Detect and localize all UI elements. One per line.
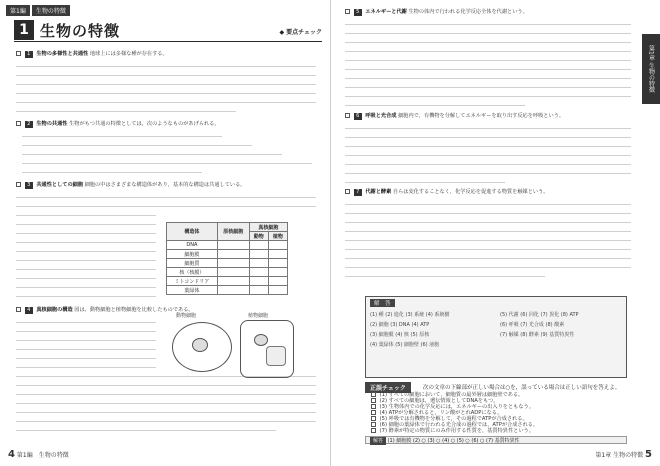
table-header: 動物 bbox=[249, 232, 268, 241]
section-number: 3 bbox=[25, 182, 33, 189]
text-line bbox=[345, 249, 631, 250]
section-4 bbox=[16, 306, 320, 315]
chapter-title: 生物の特徴 bbox=[40, 22, 121, 40]
text-line bbox=[16, 102, 316, 103]
text-line bbox=[16, 233, 156, 234]
section-title: 生物の多様性と共通性 bbox=[36, 51, 89, 57]
footer-label: 第1編 生物の特徴 bbox=[16, 452, 69, 459]
text-line bbox=[16, 331, 156, 332]
section-number: 7 bbox=[354, 189, 362, 196]
section-number: 4 bbox=[25, 307, 33, 314]
table-cell: 細胞膜 bbox=[167, 250, 218, 259]
text-line bbox=[345, 276, 545, 277]
section-text: 細胞の中はさまざまな構造体があり，基本的な構造は共通している。 bbox=[84, 182, 246, 188]
text-line bbox=[16, 84, 316, 85]
text-line bbox=[345, 69, 631, 70]
key-points-label: ◆ 要点チェック bbox=[279, 29, 322, 36]
text-line bbox=[16, 322, 156, 323]
section-text: 生物の体内で行われる化学反応全体を代謝という。 bbox=[408, 9, 528, 15]
footer-label: 第1章 生物の特徴 bbox=[595, 452, 644, 459]
text-line bbox=[345, 96, 631, 97]
check-item-text: (2) すべての細胞は，遺伝情報としてDNAをもつ。 bbox=[379, 398, 499, 404]
chapter-side-tab: 第1章 生物の特徴 bbox=[642, 34, 660, 104]
section-6 bbox=[345, 112, 635, 121]
table-header: 原核細胞 bbox=[217, 223, 249, 241]
text-line bbox=[345, 105, 525, 106]
text-line bbox=[16, 93, 316, 94]
text-line bbox=[345, 87, 631, 88]
section-number: 6 bbox=[354, 113, 362, 120]
checkbox-icon[interactable] bbox=[16, 51, 21, 56]
text-line bbox=[345, 155, 631, 156]
text-line bbox=[22, 172, 202, 173]
text-line bbox=[345, 173, 631, 174]
true-false-check-title: 正誤チェック bbox=[365, 382, 411, 393]
checkbox-icon[interactable] bbox=[16, 307, 21, 312]
table-header: 真核細胞 bbox=[249, 223, 287, 232]
section-number: 5 bbox=[354, 9, 362, 16]
answer-line: (6) 呼吸 (7) 光合成 (8) 酸素 bbox=[500, 322, 565, 328]
table-cell: 核（核膜） bbox=[167, 268, 218, 277]
section-text: 生物がもつ共通の特徴としては，次のようなものがあげられる。 bbox=[69, 121, 220, 127]
checkbox-icon[interactable] bbox=[16, 121, 21, 126]
text-line bbox=[345, 240, 631, 241]
vacuole-figure bbox=[266, 346, 286, 366]
check-item-text: (5) 呼吸では有機物を分解して，その過程でATPが合成される。 bbox=[379, 416, 528, 422]
text-line bbox=[345, 231, 631, 232]
section-title: 真核細胞の構造 bbox=[36, 307, 73, 313]
checkbox-icon[interactable] bbox=[345, 9, 350, 14]
text-line bbox=[16, 215, 156, 216]
checkbox-icon[interactable] bbox=[371, 416, 376, 421]
page-number: 5 bbox=[645, 449, 652, 460]
text-line bbox=[16, 278, 156, 279]
page-header bbox=[6, 4, 70, 16]
section-text: 地球上には多様な種が存在する。 bbox=[89, 51, 168, 57]
section-title: エネルギーと代謝 bbox=[365, 9, 407, 15]
table-cell: ミトコンドリア bbox=[167, 277, 218, 286]
header-sub: 生物の特徴 bbox=[32, 5, 70, 16]
checkbox-icon[interactable] bbox=[371, 398, 376, 403]
answer-box-title: 解 答 bbox=[370, 299, 395, 307]
check-item-text: (1) すべての細胞において，細胞質の最外層は細胞壁である。 bbox=[379, 392, 524, 398]
text-line bbox=[16, 385, 316, 386]
left-footer bbox=[8, 449, 69, 460]
text-line bbox=[16, 251, 156, 252]
table-cell: 葉緑体 bbox=[167, 286, 218, 295]
text-line bbox=[16, 197, 316, 198]
text-line bbox=[16, 412, 316, 413]
chapter-heading bbox=[14, 20, 322, 42]
text-line bbox=[345, 164, 631, 165]
section-number: 2 bbox=[25, 121, 33, 128]
text-line bbox=[345, 42, 631, 43]
section-3 bbox=[16, 181, 320, 190]
plant-cell-label: 植物細胞 bbox=[248, 313, 269, 319]
text-line bbox=[345, 213, 631, 214]
text-line bbox=[345, 146, 631, 147]
section-7 bbox=[345, 188, 635, 197]
text-line bbox=[16, 224, 156, 225]
text-line bbox=[345, 128, 631, 129]
text-line bbox=[345, 24, 631, 25]
answer-line: (1) 種 (2) 進化 (3) 系統 (4) 系統樹 bbox=[370, 312, 450, 318]
checkbox-icon[interactable] bbox=[16, 182, 21, 187]
check-answers-label: 解答 bbox=[370, 437, 386, 445]
cell-structure-table bbox=[166, 222, 288, 295]
section-title: 代謝と酵素 bbox=[365, 189, 392, 195]
text-line bbox=[345, 182, 505, 183]
text-line bbox=[16, 358, 156, 359]
text-line bbox=[16, 287, 156, 288]
answer-line: (2) 細胞 (3) DNA (4) ATP bbox=[370, 322, 430, 328]
text-line bbox=[345, 204, 631, 205]
text-line bbox=[345, 33, 631, 34]
text-line bbox=[16, 349, 156, 350]
text-line bbox=[16, 111, 236, 112]
text-line bbox=[16, 206, 316, 207]
text-line bbox=[16, 296, 156, 297]
checkbox-icon[interactable] bbox=[371, 410, 376, 415]
text-line bbox=[22, 154, 282, 155]
text-line bbox=[16, 66, 316, 67]
text-line bbox=[16, 242, 156, 243]
answer-box bbox=[365, 296, 627, 378]
checkbox-icon[interactable] bbox=[371, 428, 376, 433]
check-item bbox=[371, 427, 534, 436]
section-title: 共通性としての細胞 bbox=[36, 182, 84, 188]
answer-line: (3) 細胞膜 (4) 核 (5) 原核 bbox=[370, 332, 430, 338]
header-tag: 第1編 bbox=[6, 5, 30, 16]
section-2 bbox=[16, 120, 320, 129]
text-line bbox=[345, 258, 631, 259]
text-line bbox=[16, 75, 316, 76]
check-item-text: (7) 酵素が特定の物質にのみ作用する性質を，基質特異性という。 bbox=[379, 428, 534, 434]
nucleus-figure bbox=[254, 334, 268, 346]
chapter-number: 1 bbox=[14, 20, 34, 40]
text-line bbox=[16, 421, 316, 422]
answer-line: (4) 葉緑体 (5) 細胞壁 (6) 液胞 bbox=[370, 342, 440, 348]
check-answers-bar bbox=[365, 436, 627, 444]
section-title: 呼吸と光合成 bbox=[365, 113, 397, 119]
checkbox-icon[interactable] bbox=[345, 113, 350, 118]
right-footer bbox=[595, 449, 652, 460]
checkbox-icon[interactable] bbox=[345, 189, 350, 194]
table-cell: DNA bbox=[167, 241, 218, 250]
text-line bbox=[16, 403, 316, 404]
nucleus-figure bbox=[192, 338, 208, 352]
section-text: 自らは変化することなく，化学反応を促進する物質を触媒という。 bbox=[392, 189, 549, 195]
true-false-check-desc: 次の文章の下線部が正しい場合は○を，誤っている場合は正しい語句を答えよ。 bbox=[423, 385, 621, 391]
text-line bbox=[16, 394, 316, 395]
check-item-text: (3) 生物体内での化学反応には，エネルギーの出入りをともなう。 bbox=[379, 404, 534, 410]
section-1 bbox=[16, 50, 320, 59]
text-line bbox=[22, 145, 252, 146]
check-item-text: (4) ATPが分解されると，リン酸がとれADPになる。 bbox=[379, 410, 503, 416]
text-line bbox=[16, 269, 156, 270]
page-number: 4 bbox=[8, 449, 15, 460]
text-line bbox=[345, 60, 631, 61]
section-number: 1 bbox=[25, 51, 33, 58]
text-line bbox=[16, 430, 276, 431]
section-title: 生物の共通性 bbox=[36, 121, 68, 127]
check-item-text: (6) 細胞の葉緑体で行われる光合成の過程では，ATPが合成される。 bbox=[379, 422, 539, 428]
table-header: 構造体 bbox=[167, 223, 218, 241]
answer-line: (7) 触媒 (8) 酵素 (9) 基質特異性 bbox=[500, 332, 575, 338]
text-line bbox=[345, 222, 631, 223]
table-cell: 細胞質 bbox=[167, 259, 218, 268]
checkbox-icon[interactable] bbox=[371, 422, 376, 427]
checkbox-icon[interactable] bbox=[371, 404, 376, 409]
table-header: 植物 bbox=[268, 232, 287, 241]
text-line bbox=[16, 367, 156, 368]
text-line bbox=[22, 136, 222, 137]
text-line bbox=[16, 260, 156, 261]
section-5 bbox=[345, 8, 635, 17]
text-line bbox=[345, 51, 631, 52]
text-line bbox=[345, 267, 631, 268]
right-page bbox=[330, 0, 660, 466]
check-answers-text: (1) 細胞膜 (2) ○ (3) ○ (4) ○ (5) ○ (6) ○ (7) 基質特異性 bbox=[387, 438, 520, 444]
section-text: 細胞内で，有機物を分解してエネルギーを取り出す反応を呼吸という。 bbox=[398, 113, 565, 119]
text-line bbox=[16, 340, 156, 341]
section-text: 図は，動物細胞と植物細胞を比較したものである。 bbox=[74, 307, 194, 313]
text-line bbox=[345, 137, 631, 138]
animal-cell-label: 動物細胞 bbox=[176, 313, 197, 319]
text-line bbox=[22, 163, 312, 164]
text-line bbox=[345, 78, 631, 79]
checkbox-icon[interactable] bbox=[371, 392, 376, 397]
answer-line: (5) 代謝 (6) 同化 (7) 異化 (8) ATP bbox=[500, 312, 579, 318]
